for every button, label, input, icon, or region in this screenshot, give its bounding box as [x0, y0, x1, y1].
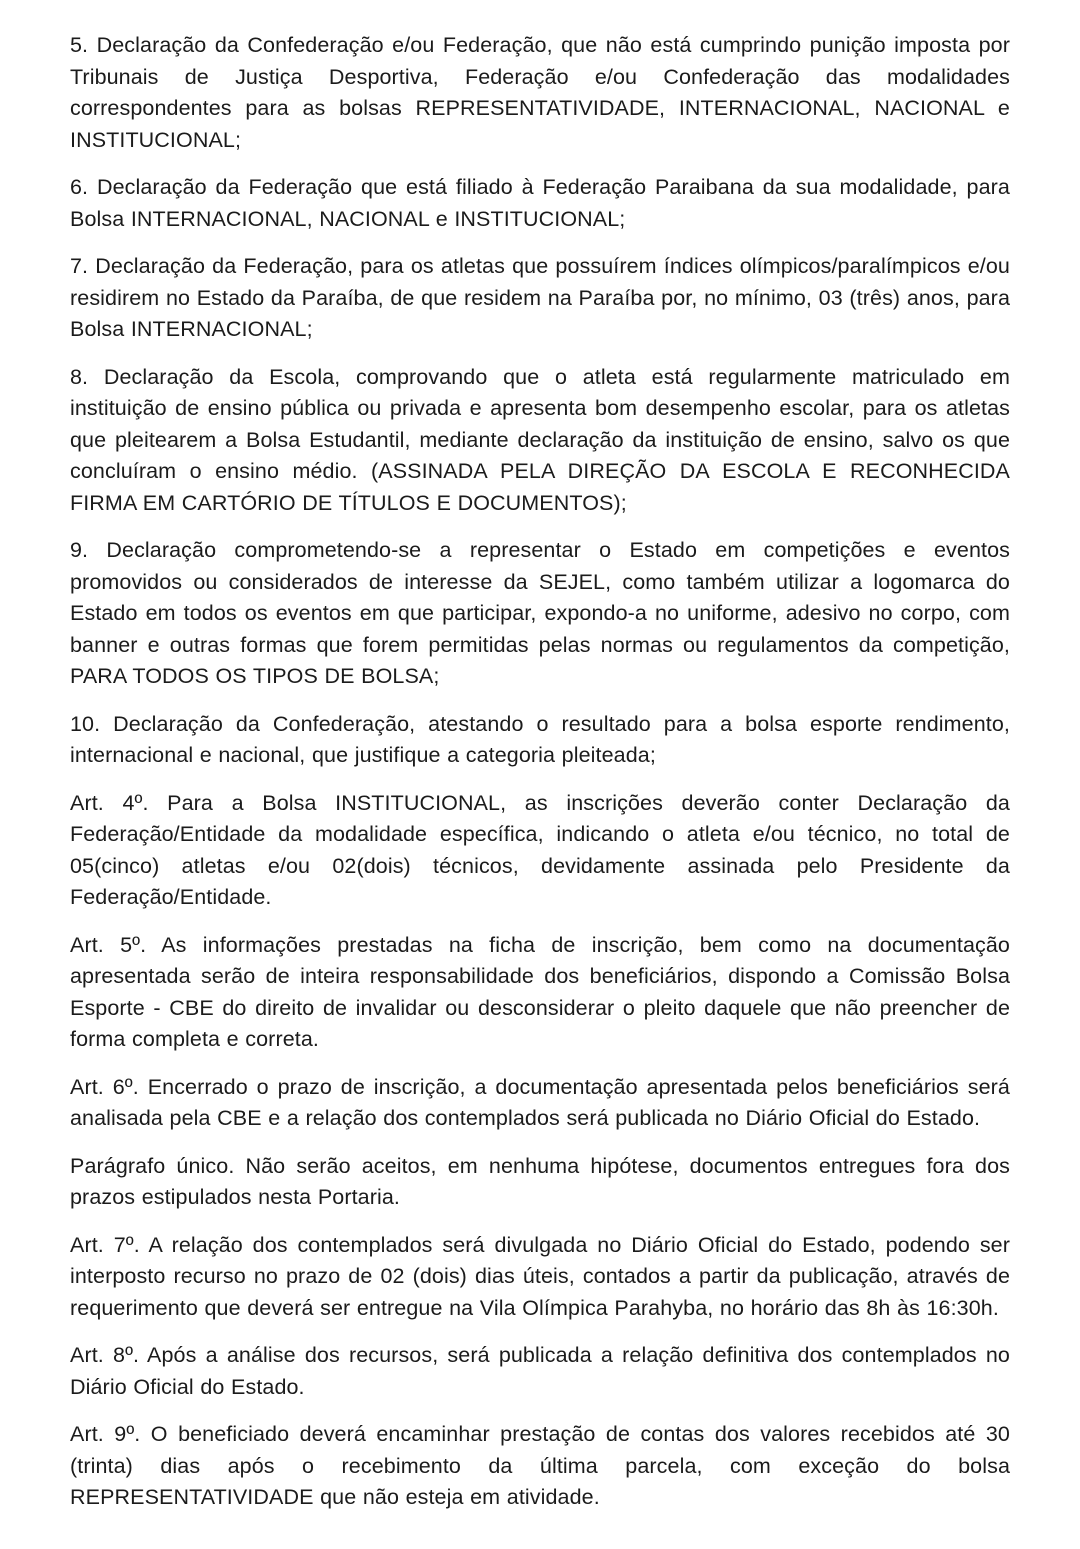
paragraph: Art. 9º. O beneficiado deverá encaminhar prestação de contas dos valores recebidos até 30 (trinta) dias após o recebimento da última parcela, com exceção do bolsa REPRESENTATIVIDADE que não esteja em atividade.	[70, 1422, 1010, 1509]
paragraph: 9. Declaração comprometendo-se a representar o Estado em competições e eventos promovidos ou considerados de interesse da SEJEL, como também utilizar a logomarca do Estado em todos os eventos em que participar, expondo-a no uniforme, adesivo no corpo, com banner e outras formas que forem permitidas pelas normas ou regulamentos da competição, PARA TODOS OS TIPOS DE BOLSA;	[70, 538, 1010, 688]
paragraph: Art. 7º. A relação dos contemplados será divulgada no Diário Oficial do Estado, podendo ser interposto recurso no prazo de 02 (dois) dias úteis, contados a partir da publicação, através de requerimento que deverá ser entregue na Vila Olímpica Parahyba, no horário das 8h às 16:30h.	[70, 1232, 1010, 1320]
paragraph: 5. Declaração da Confederação e/ou Federação, que não está cumprindo punição imposta por Tribunais de Justiça Desportiva, Federação e/ou Confederação das modalidades correspondentes para as bolsas REPRESENTATIVIDADE, INTERNACIONAL, NACIONAL e INSTITUCIONAL;	[70, 33, 1010, 152]
document-body	[70, 30, 1010, 1514]
paragraph: Art. 8º. Após a análise dos recursos, será publicada a relação definitiva dos contemplados no Diário Oficial do Estado.	[70, 1343, 1010, 1399]
paragraph: 6. Declaração da Federação que está filiado à Federação Paraibana da sua modalidade, para Bolsa INTERNACIONAL, NACIONAL e INSTITUCIONAL;	[70, 175, 1010, 231]
paragraph: Art. 4º. Para a Bolsa INSTITUCIONAL, as inscrições deverão conter Declaração da Federação/Entidade da modalidade específica, indicando o atleta e/ou técnico, no total de 05(cinco) atletas e/ou 02(dois) técnicos, devidamente assinada pelo Presidente da Federação/Entidade.	[70, 790, 1010, 909]
paragraph: Art. 5º. As informações prestadas na ficha de inscrição, bem como na documentação apresentada serão de inteira responsabilidade dos beneficiários, dispondo a Comissão Bolsa Esporte - CBE do direito de invalidar ou desconsiderar o pleito daquele que não preencher de forma completa e correta.	[70, 932, 1010, 1051]
paragraph: Parágrafo único. Não serão aceitos, em nenhuma hipótese, documentos entregues fora dos prazos estipulados nesta Portaria.	[70, 1153, 1010, 1209]
paragraph: 8. Declaração da Escola, comprovando que o atleta está regularmente matriculado em instituição de ensino pública ou privada e apresenta bom desempenho escolar, para os atletas que pleitearem a Bolsa Estudantil, mediante declaração da instituição de ensino, salvo os que concluíram o ensino médio. (ASSINADA PELA DIREÇÃO DA ESCOLA E RECONHECIDA FIRMA EM CARTÓRIO DE TÍTULOS E DOCUMENTOS);	[70, 364, 1010, 515]
paragraph: 7. Declaração da Federação, para os atletas que possuírem índices olímpicos/paralímpicos e/ou residirem no Estado da Paraíba, de que residem na Paraíba por, no mínimo, 03 (três) anos, para Bolsa INTERNACIONAL;	[70, 254, 1010, 341]
paragraph: Art. 6º. Encerrado o prazo de inscrição, a documentação apresentada pelos beneficiários será analisada pela CBE e a relação dos contemplados será publicada no Diário Oficial do Estado.	[70, 1074, 1010, 1130]
paragraph: 10. Declaração da Confederação, atestando o resultado para a bolsa esporte rendimento, internacional e nacional, que justifique a categoria pleiteada;	[70, 711, 1010, 767]
